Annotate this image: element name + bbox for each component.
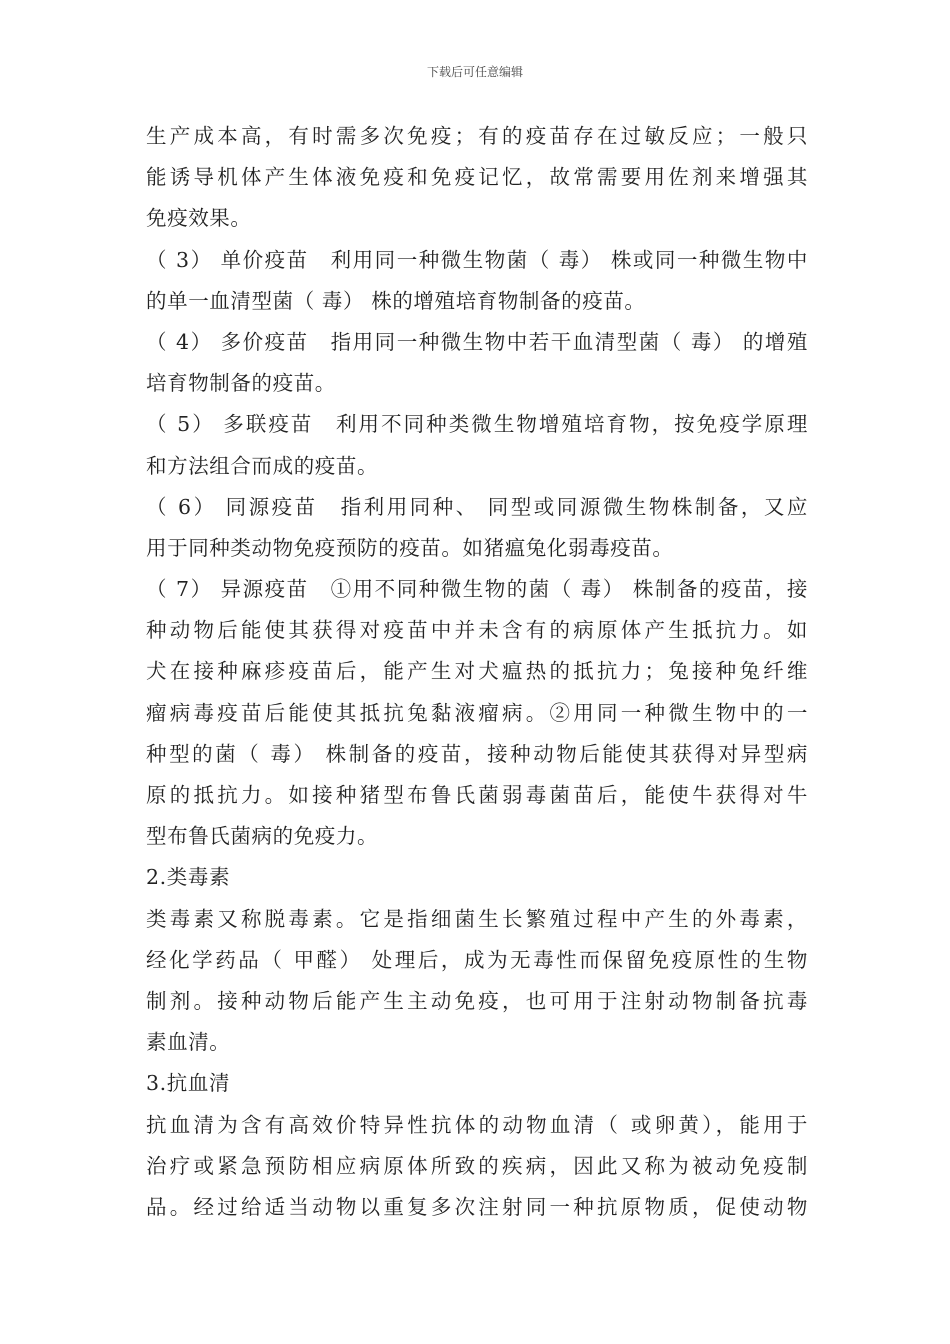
text-line: 类毒素又称脱毒素。它是指细菌生长繁殖过程中产生的外毒素， <box>146 906 808 931</box>
text-line: 抗血清为含有高效价特异性抗体的动物血清（ 或卵黄），能用于 <box>146 1112 808 1137</box>
text-line: 型布鲁氏菌病的免疫力。 <box>146 824 379 849</box>
text-line: 制剂。接种动物后能产生主动免疫，也可用于注射动物制备抗毒 <box>146 988 808 1013</box>
text-line: 种型的菌（ 毒） 株制备的疫苗，接种动物后能使其获得对异型病 <box>146 741 808 766</box>
text-line: 品。经过给适当动物以重复多次注射同一种抗原物质，促使动物 <box>146 1194 808 1219</box>
text-line: 生产成本高，有时需多次免疫；有的疫苗存在过敏反应；一般只 <box>146 124 808 148</box>
document-body <box>146 116 808 1228</box>
text-line: 经化学药品（ 甲醛） 处理后，成为无毒性而保留免疫原性的生物 <box>146 947 808 972</box>
text-line: （ 3） 单价疫苗 利用同一种微生物菌（ 毒） 株或同一种微生物中 <box>146 247 808 272</box>
text-line: 原的抵抗力。如接种猪型布鲁氏菌弱毒菌苗后，能使牛获得对牛 <box>146 783 808 807</box>
text-line: 的单一血清型菌（ 毒） 株的增殖培育物制备的疫苗。 <box>146 288 646 313</box>
text-line: （ 7） 异源疫苗 ①用不同种微生物的菌（ 毒） 株制备的疫苗，接 <box>146 577 808 602</box>
text-line: 和方法组合而成的疫苗。 <box>146 453 379 478</box>
text-line: 犬在接种麻疹疫苗后，能产生对犬瘟热的抵抗力；兔接种兔纤维 <box>146 659 808 684</box>
text-line: （ 6） 同源疫苗 指利用同种、 同型或同源微生物株制备，又应 <box>146 494 808 519</box>
text-line: 能诱导机体产生体液免疫和免疫记忆，故常需要用佐剂来增强其 <box>146 165 808 190</box>
page-header: 下载后可任意编辑 <box>426 65 523 79</box>
text-line: 3.抗血清 <box>146 1071 231 1096</box>
text-line: 培育物制备的疫苗。 <box>146 371 336 396</box>
text-line: 瘤病毒疫苗后能使其抵抗兔黏液瘤病。②用同一种微生物中的一 <box>146 700 808 725</box>
text-line: 2.类毒素 <box>146 865 231 890</box>
text-line: 免疫效果。 <box>146 206 252 231</box>
text-line: 种动物后能使其获得对疫苗中并未含有的病原体产生抵抗力。如 <box>146 618 808 643</box>
text-line: 用于同种类动物免疫预防的疫苗。如猪瘟兔化弱毒疫苗。 <box>146 535 674 560</box>
text-line: 治疗或紧急预防相应病原体所致的疾病，因此又称为被动免疫制 <box>146 1153 808 1178</box>
text-line: （ 4） 多价疫苗 指用同一种微生物中若干血清型菌（ 毒） 的增殖 <box>146 329 808 354</box>
text-line: （ 5） 多联疫苗 利用不同种类微生物增殖培育物，按免疫学原理 <box>146 412 808 437</box>
text-line: 素血清。 <box>146 1030 231 1055</box>
